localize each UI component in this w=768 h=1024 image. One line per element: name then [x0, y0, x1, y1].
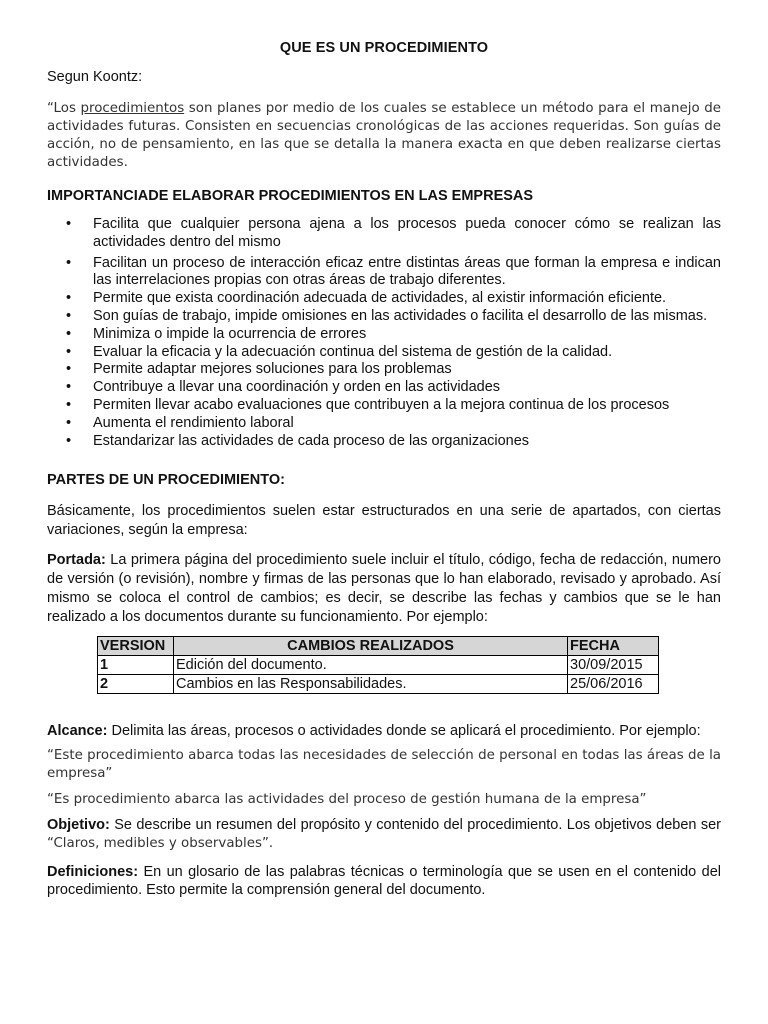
col-fecha-header: FECHA — [568, 637, 659, 656]
bullet-icon: • — [66, 290, 72, 307]
portada-label: Portada: — [47, 552, 106, 569]
list-item: • Permite adaptar mejores soluciones para los problemas — [66, 361, 452, 378]
portada-text: La primera página del procedimiento suele incluir el título, código, fecha de redacción, numero de versión (o revisión), nombre y firmas de las personas que lo han elaborado, revisado y aprobado. Así mismo se coloca el control de cambios; es decir, se describe las fechas y cambios que se le han realizado a los documentos durante su funcionamiento. Por ejemplo: — [47, 552, 721, 626]
bullet-icon: • — [66, 361, 72, 378]
importance-heading: IMPORTANCIADE ELABORAR PROCEDIMIENTOS EN LAS EMPRESAS — [47, 188, 534, 204]
bullet-icon: • — [66, 216, 72, 232]
list-item: • Facilita que cualquier persona ajena a los procesos pueda conocer cómo se realizan las actividades dentro del mismo — [66, 216, 721, 250]
version-table — [97, 636, 659, 694]
alcance-example-1: “Este procedimiento abarca todas las necesidades de selección de personal en todas las áreas de la empresa” — [47, 748, 721, 782]
cambios-cell: Edición del documento. — [174, 656, 568, 675]
table-row — [98, 656, 659, 675]
cambios-cell: Cambios en las Responsabilidades. — [174, 675, 568, 694]
list-item: • Permiten llevar acabo evaluaciones que contribuyen a la mejora continua de los procesos — [66, 396, 670, 413]
list-item: • Contribuye a llevar una coordinación y orden en las actividades — [66, 379, 501, 396]
objetivo-text: Se describe un resumen del propósito y contenido del procedimiento. Los objetivos deben ser — [109, 817, 721, 834]
document-page — [47, 40, 721, 899]
bullet-icon: • — [66, 307, 72, 324]
bullet-icon: • — [66, 325, 72, 342]
alcance-text: Delimita las áreas, procesos o actividades donde se aplicará el procedimiento. Por ejemplo: — [107, 723, 701, 740]
quote-rest: son planes por medio de los cuales se establece un método para el manejo de actividades futuras. Consisten en secuencias cronológicas de las acciones requeridas. Son guías de acción, no de pensamiento, en las que se detalla la manera exacta en que deben realizarse ciertas actividades. — [47, 101, 721, 170]
alcance-label: Alcance: — [47, 723, 108, 740]
bullet-icon: • — [66, 396, 72, 413]
bullet-icon: • — [66, 432, 72, 449]
objetivo-paragraph — [47, 816, 721, 853]
alcance-example-2: “Es procedimiento abarca las actividades del proceso de gestión humana de la empresa” — [47, 792, 647, 808]
version-cell: 2 — [98, 675, 174, 694]
parts-heading: PARTES DE UN PROCEDIMIENTO: — [47, 472, 285, 489]
definiciones-label: Definiciones: — [47, 864, 139, 881]
version-cell: 1 — [98, 656, 174, 675]
bullet-icon: • — [66, 343, 72, 360]
quote-open: “Los — [47, 101, 81, 116]
fecha-cell: 30/09/2015 — [568, 656, 659, 675]
list-item: • Evaluar la eficacia y la adecuación continua del sistema de gestión de la calidad. — [66, 343, 613, 360]
alcance-paragraph — [47, 723, 721, 740]
portada-paragraph — [47, 551, 721, 627]
procedimientos-link[interactable]: procedimientos — [80, 101, 185, 116]
parts-intro: Básicamente, los procedimientos suelen estar estructurados en una serie de apartados, con ciertas variaciones, según la empresa: — [47, 503, 721, 539]
list-item: • Son guías de trabajo, impide omisiones en las actividades o facilita el desarrollo de las mismas. — [66, 307, 708, 324]
table-header-row — [98, 637, 659, 656]
importance-list — [47, 216, 721, 450]
col-version-header: VERSION — [98, 637, 174, 656]
list-item: • Estandarizar las actividades de cada proceso de las organizaciones — [66, 432, 530, 449]
bullet-icon: • — [66, 414, 72, 431]
fecha-cell: 25/06/2016 — [568, 675, 659, 694]
bullet-icon: • — [66, 254, 72, 271]
list-item: • Aumenta el rendimiento laboral — [66, 414, 294, 431]
definiciones-text: En un glosario de las palabras técnicas o terminología que se usen en el contenido del procedimiento. Esto permite la comprensión general del documento. — [47, 864, 721, 899]
objetivo-label: Objetivo: — [47, 817, 110, 834]
definiciones-paragraph — [47, 863, 721, 899]
col-cambios-header: CAMBIOS REALIZADOS — [174, 637, 568, 656]
list-item: • Minimiza o impide la ocurrencia de errores — [66, 325, 367, 342]
list-item: • Facilitan un proceso de interacción eficaz entre distintas áreas que forman la empresa e indican las interrelaciones propias con otras áreas de trabajo diferentes. — [66, 254, 721, 289]
list-item: • Permite que exista coordinación adecuada de actividades, al existir información eficiente. — [66, 290, 667, 307]
bullet-icon: • — [66, 379, 72, 396]
author-line: Segun Koontz: — [47, 69, 143, 85]
koontz-quote — [47, 100, 721, 172]
page-title: QUE ES UN PROCEDIMIENTO — [279, 40, 489, 56]
table-row — [98, 675, 659, 694]
objetivo-quote: “Claros, medibles y observables”. — [47, 836, 274, 852]
